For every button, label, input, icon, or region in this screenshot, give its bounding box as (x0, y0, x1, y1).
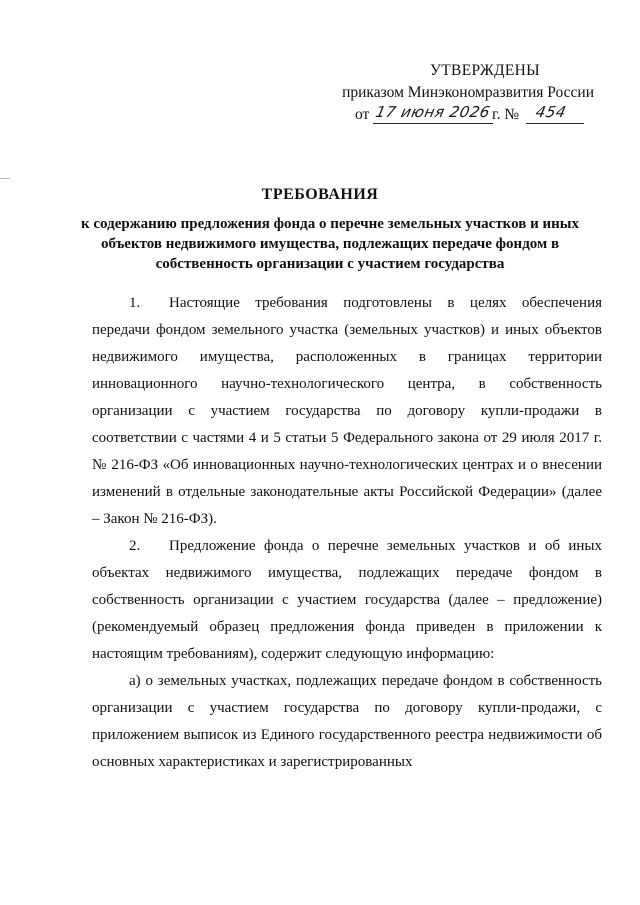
scan-edge-mark (0, 178, 10, 179)
approval-order-line: приказом Минэкономразвития России (342, 84, 594, 101)
paragraph-1-text: Настоящие требования подготовлены в целях обеспечения передачи фондом земельного участка (земельных участков) и иных объектов недвижимого имущества, расположенных в границах территории инновационного научно-технологического центра, в собственность организации с участием государства по договору купли-продажи в соответствии с частями 4 и 5 статьи 5 Федерального закона от 29 июля 2017 г. № 216-ФЗ «Об инновационных научно-технологических центрах и о внесении изменений в отдельные законодательные акты Российской Федерации» (далее – Закон № 216-ФЗ). (92, 295, 602, 527)
paragraph-1-number: 1. (129, 295, 141, 311)
date-underline (373, 123, 493, 124)
document-subtitle: к содержанию предложения фонда о перечне земельных участков и иных объектов недвижимого имущества, подлежащих передаче фондом в собственность организации с участием государства (81, 216, 579, 272)
number-underline (526, 123, 584, 124)
date-suffix: г. № (492, 106, 520, 123)
document-body (92, 290, 602, 776)
date-prefix: от (355, 106, 370, 123)
subitem-a: а) о земельных участках, подлежащих передаче фондом в собственность организации с участием государства по договору купли-продажи, с приложением выписок из Единого государственного реестра недвижимости об основных характеристиках и зарегистрированных (92, 673, 602, 770)
paragraph-2-number: 2. (129, 538, 141, 554)
paragraph-2 (92, 533, 602, 668)
paragraph-2-text: Предложение фонда о перечне земельных участков и об иных объектах недвижимого имущества, подлежащих передаче фондом в собственность организации с участием государства (далее – предложение) (рекомендуемый образец предложения фонда приведен в приложении к настоящим требованиям), содержит следующую информацию: (92, 538, 602, 662)
paragraph-1 (92, 290, 602, 533)
document-title: ТРЕБОВАНИЯ (261, 186, 379, 203)
approval-stamp (340, 60, 600, 128)
approval-date-line (340, 104, 600, 128)
approval-title: УТВЕРЖДЕНЫ (430, 62, 540, 79)
handwritten-number: 454 (534, 103, 569, 121)
handwritten-date: 17 июня 2026 (374, 103, 492, 121)
